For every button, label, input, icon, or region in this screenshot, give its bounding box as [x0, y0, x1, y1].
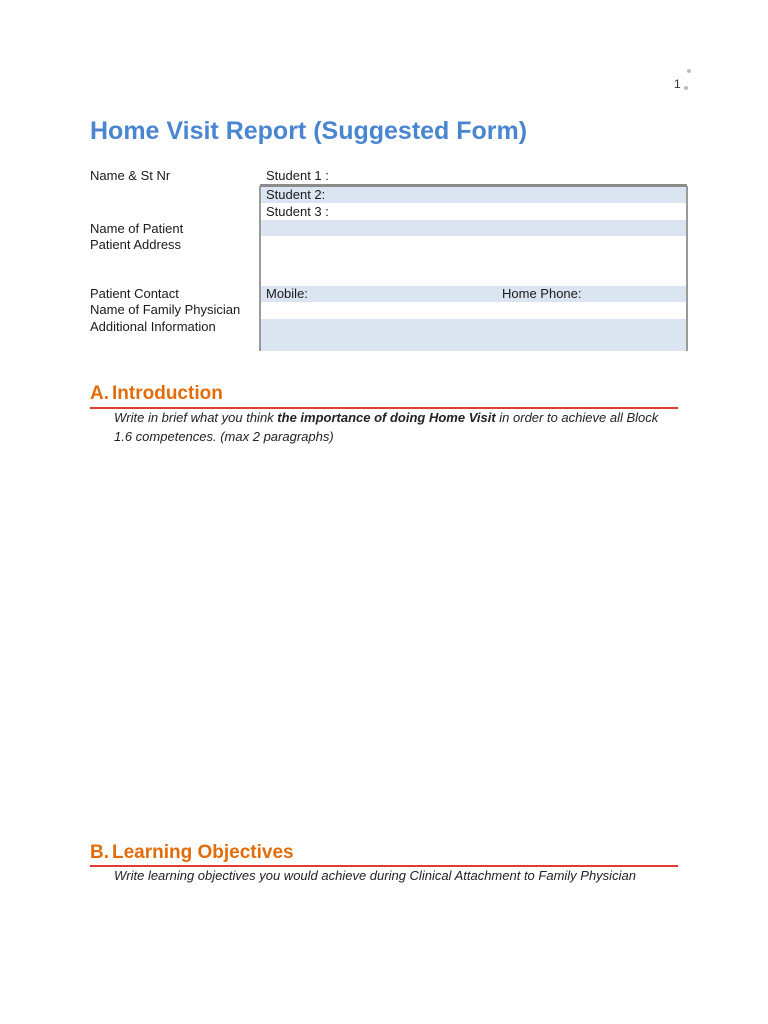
label-patient-contact: Patient Contact [90, 286, 179, 301]
mobile-field[interactable]: Mobile: [266, 286, 308, 301]
label-name-of-patient: Name of Patient [90, 221, 184, 236]
margin-dot [687, 69, 691, 73]
instr-a-emphasis: the importance of doing Home Visit [277, 410, 496, 425]
section-b-instructions: Write learning objectives you would achieve during Clinical Attachment to Family Physician [114, 868, 636, 883]
section-b-heading [90, 842, 294, 864]
field-band [261, 286, 686, 302]
table-border-left [259, 186, 261, 351]
section-a-heading [90, 383, 223, 405]
label-family-physician: Name of Family Physician [90, 302, 241, 317]
field-band [261, 319, 686, 351]
label-additional-info: Additional Information [90, 319, 216, 334]
page-number: 1 [674, 77, 681, 91]
student3-field[interactable]: Student 3 : [266, 204, 329, 219]
section-a-title: Introduction [112, 383, 223, 404]
section-b-letter: B. [90, 842, 109, 863]
table-border-right [686, 186, 688, 351]
instr-a-start: Write in brief what you think [114, 410, 278, 425]
margin-dot [684, 86, 688, 90]
student-form [90, 167, 687, 353]
page-title: Home Visit Report (Suggested Form) [90, 117, 528, 145]
label-patient-address: Patient Address [90, 237, 182, 252]
student1-field[interactable]: Student 1 : [266, 168, 329, 183]
field-band [261, 220, 686, 236]
label-name-st-nr: Name & St Nr [90, 168, 171, 183]
section-a-letter: A. [90, 383, 109, 404]
home-phone-field[interactable]: Home Phone: [502, 286, 582, 301]
instr-a-end: in order to achieve all Block 1.6 competences. (max 2 paragraphs) [114, 410, 659, 444]
section-a-instructions [114, 408, 674, 446]
student2-field[interactable]: Student 2: [266, 187, 326, 202]
section-b-title: Learning Objectives [112, 842, 294, 863]
